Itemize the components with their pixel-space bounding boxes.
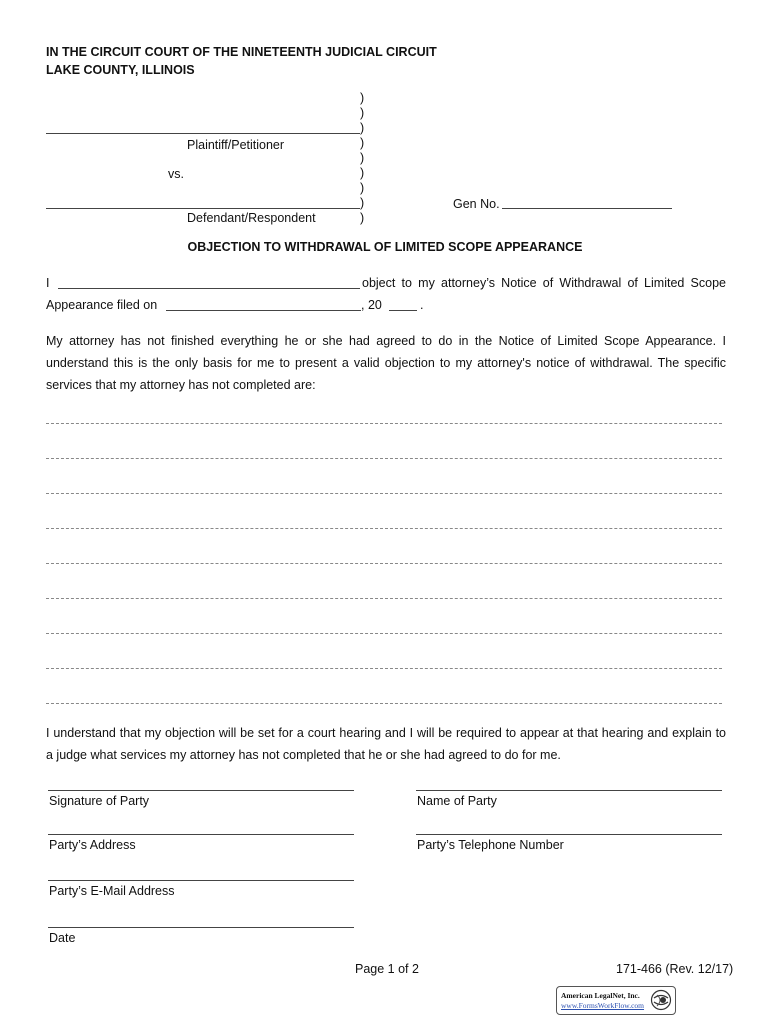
signature-field[interactable]: [48, 790, 354, 791]
address-field[interactable]: [48, 834, 354, 835]
gen-no-label: Gen No.: [453, 197, 500, 211]
caption-paren: ): [360, 166, 365, 180]
caption-paren: ): [360, 91, 365, 105]
page-number: Page 1 of 2: [355, 962, 419, 976]
services-line[interactable]: [46, 668, 722, 669]
hearing-paragraph: I understand that my objection will be set for a court hearing and I will be required to appear at that hearing and explain to a judge what services my attorney has not completed that he or she had agreed to do for me.: [46, 726, 726, 762]
logo-company-name: American LegalNet, Inc.: [561, 991, 640, 1000]
address-label: Party’s Address: [49, 838, 136, 852]
telephone-label: Party’s Telephone Number: [417, 838, 564, 852]
year-prefix: , 20: [361, 298, 382, 312]
caption-paren: ): [360, 196, 365, 210]
date-label: Date: [49, 931, 76, 945]
services-line[interactable]: [46, 598, 722, 599]
defendant-name-field[interactable]: [46, 208, 360, 209]
date-field[interactable]: [48, 927, 354, 928]
logo-website[interactable]: www.FormsWorkFlow.com: [561, 1001, 645, 1010]
court-name: IN THE CIRCUIT COURT OF THE NINETEENTH JUDICIAL CIRCUIT: [46, 45, 437, 59]
document-title: OBJECTION TO WITHDRAWAL OF LIMITED SCOPE APPEARANCE: [187, 240, 583, 254]
party-name-label: Name of Party: [417, 794, 497, 808]
objection-text: object to my attorney’s Notice of Withdrawal of Limited Scope: [362, 276, 726, 290]
caption-paren: ): [360, 121, 365, 135]
plaintiff-label: Plaintiff/Petitioner: [187, 138, 285, 152]
gen-no-field[interactable]: [502, 208, 672, 209]
services-line[interactable]: [46, 458, 722, 459]
caption-paren: ): [360, 106, 365, 120]
objector-name-field[interactable]: [58, 288, 360, 289]
services-paragraph: My attorney has not finished everything he or she had agreed to do in the Notice of Limited Scope Appearance. I understand this is the only basis for me to present a valid objection to my attorney's notice of withdrawal. The specific services that my attorney has not completed are:: [46, 334, 726, 392]
telephone-field[interactable]: [416, 834, 722, 835]
plaintiff-name-field[interactable]: [46, 133, 360, 134]
services-line[interactable]: [46, 703, 722, 704]
signature-label: Signature of Party: [49, 794, 150, 808]
publisher-logo[interactable]: [556, 986, 676, 1015]
globe-icon: [650, 989, 672, 1014]
services-line[interactable]: [46, 563, 722, 564]
caption-paren: ): [360, 151, 365, 165]
email-label: Party’s E-Mail Address: [49, 884, 175, 898]
filed-date-field[interactable]: [166, 310, 361, 311]
defendant-label: Defendant/Respondent: [187, 211, 316, 225]
email-field[interactable]: [48, 880, 354, 881]
caption-paren: ): [360, 136, 365, 150]
year-field[interactable]: [389, 310, 417, 311]
services-line[interactable]: [46, 528, 722, 529]
objection-prefix: I: [46, 276, 50, 290]
versus-label: vs.: [168, 167, 184, 181]
services-line[interactable]: [46, 423, 722, 424]
services-line[interactable]: [46, 493, 722, 494]
caption-paren: ): [360, 181, 365, 195]
caption-paren: ): [360, 211, 365, 225]
filed-on-label: Appearance filed on: [46, 298, 158, 312]
county-name: LAKE COUNTY, ILLINOIS: [46, 63, 195, 77]
year-period: .: [420, 298, 424, 312]
services-line[interactable]: [46, 633, 722, 634]
party-name-field[interactable]: [416, 790, 722, 791]
form-number: 171-466 (Rev. 12/17): [616, 962, 734, 976]
